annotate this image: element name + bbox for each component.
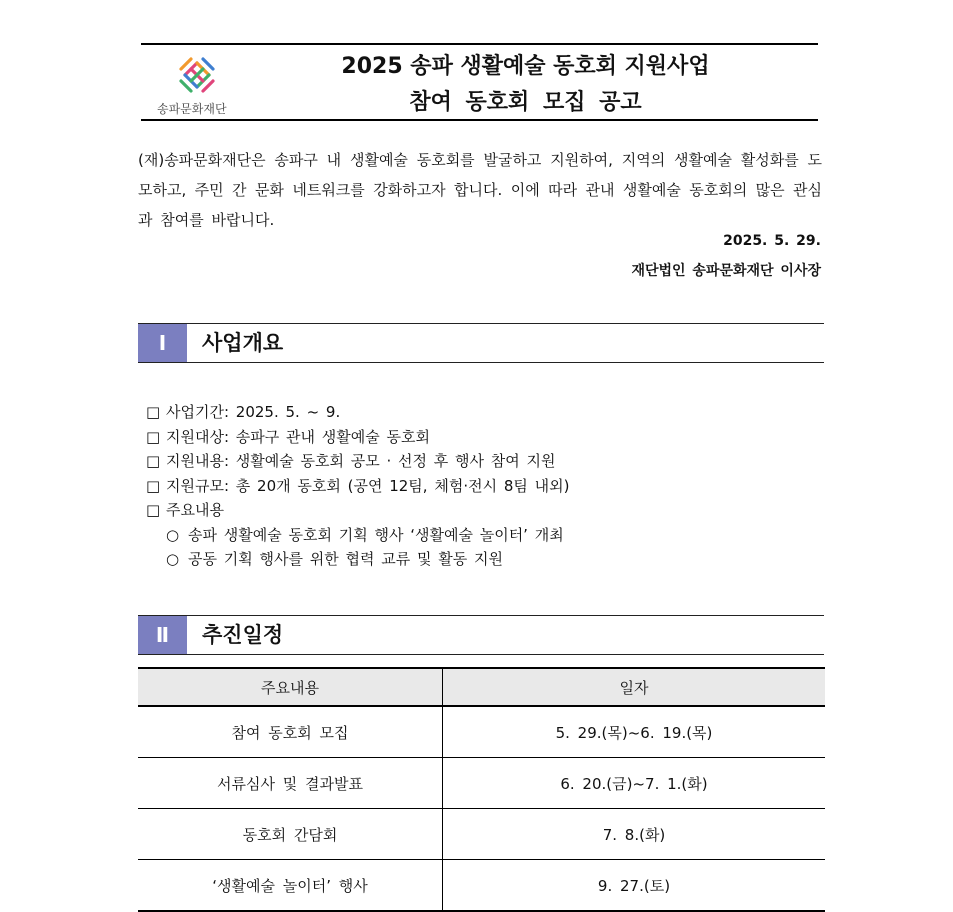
issuer: 재단법인 송파문화재단 이사장 bbox=[631, 263, 821, 279]
table-row bbox=[138, 758, 825, 809]
item-text: 지원내용: 생활예술 동호회 공모 · 선정 후 행사 참여 지원 bbox=[166, 452, 556, 470]
table-cell: ‘생활예술 놀이터’ 행사 bbox=[138, 860, 443, 912]
checkbox-mark: □ bbox=[146, 476, 161, 495]
item-text: 송파 생활예술 동호회 기획 행사 ‘생활예술 놀이터’ 개최 bbox=[188, 525, 564, 544]
list-item bbox=[146, 498, 826, 523]
checkbox-mark: □ bbox=[146, 452, 161, 470]
item-text: 사업기간: 2025. 5. ~ 9. bbox=[166, 403, 341, 421]
checkbox-mark: □ bbox=[146, 427, 161, 446]
table-row bbox=[138, 809, 825, 860]
foundation-logo bbox=[151, 51, 261, 117]
title-line-2: 참여 동호회 모집 공고 bbox=[409, 90, 642, 115]
list-item bbox=[146, 425, 826, 450]
intro-paragraph: (재)송파문화재단은 송파구 내 생활예술 동호회를 발굴하고 지원하여, 지역의 생활예술 활성화를 도모하고, 주민 간 문화 네트워크를 강화하고자 합니다. 이에 따라 관내 생활예술 동호회의 많은 관심과 참여를 바랍니다. bbox=[138, 151, 822, 229]
item-text: 지원규모: 총 20개 동호회 (공연 12팀, 체험·전시 8팀 내외) bbox=[166, 476, 570, 495]
section-1-heading bbox=[138, 323, 824, 363]
item-text: 주요내용 bbox=[166, 501, 224, 519]
section-1-title: 사업개요 bbox=[202, 331, 284, 355]
logo-text: 송파문화재단 bbox=[157, 102, 227, 116]
table-row bbox=[138, 706, 825, 758]
table-cell: 6. 20.(금)~7. 1.(화) bbox=[443, 758, 826, 809]
songpa-knot-icon bbox=[177, 55, 217, 95]
list-item bbox=[146, 449, 826, 474]
sub-list-item bbox=[146, 523, 826, 548]
table-cell: 동호회 간담회 bbox=[138, 809, 443, 860]
checkbox-mark: □ bbox=[146, 403, 161, 421]
section-2-number: Ⅱ bbox=[138, 616, 187, 654]
list-item bbox=[146, 474, 826, 499]
schedule-table bbox=[138, 667, 825, 912]
section-2-title: 추진일정 bbox=[202, 623, 284, 647]
item-text: 지원대상: 송파구 관내 생활예술 동호회 bbox=[166, 427, 430, 446]
table-cell: 7. 8.(화) bbox=[443, 809, 826, 860]
announcement-date: 2025. 5. 29. bbox=[723, 233, 821, 249]
circle-mark: ○ bbox=[166, 525, 180, 544]
section-1-number: Ⅰ bbox=[138, 324, 187, 362]
list-item bbox=[146, 400, 826, 425]
table-header-row bbox=[138, 668, 825, 706]
table-row bbox=[138, 860, 825, 912]
section-2-heading bbox=[138, 615, 824, 655]
item-text: 공동 기획 행사를 위한 협력 교류 및 활동 지원 bbox=[188, 550, 503, 568]
column-header: 주요내용 bbox=[138, 668, 443, 706]
title-line-1: 2025 송파 생활예술 동호회 지원사업 bbox=[341, 54, 710, 79]
table-cell: 참여 동호회 모집 bbox=[138, 706, 443, 758]
table-cell: 9. 27.(토) bbox=[443, 860, 826, 912]
overview-list bbox=[146, 400, 826, 572]
table-cell: 서류심사 및 결과발표 bbox=[138, 758, 443, 809]
sub-list-item bbox=[146, 547, 826, 572]
document-header bbox=[141, 43, 818, 121]
checkbox-mark: □ bbox=[146, 501, 161, 519]
circle-mark: ○ bbox=[166, 550, 180, 568]
column-header: 일자 bbox=[443, 668, 826, 706]
table-cell: 5. 29.(목)~6. 19.(목) bbox=[443, 706, 826, 758]
